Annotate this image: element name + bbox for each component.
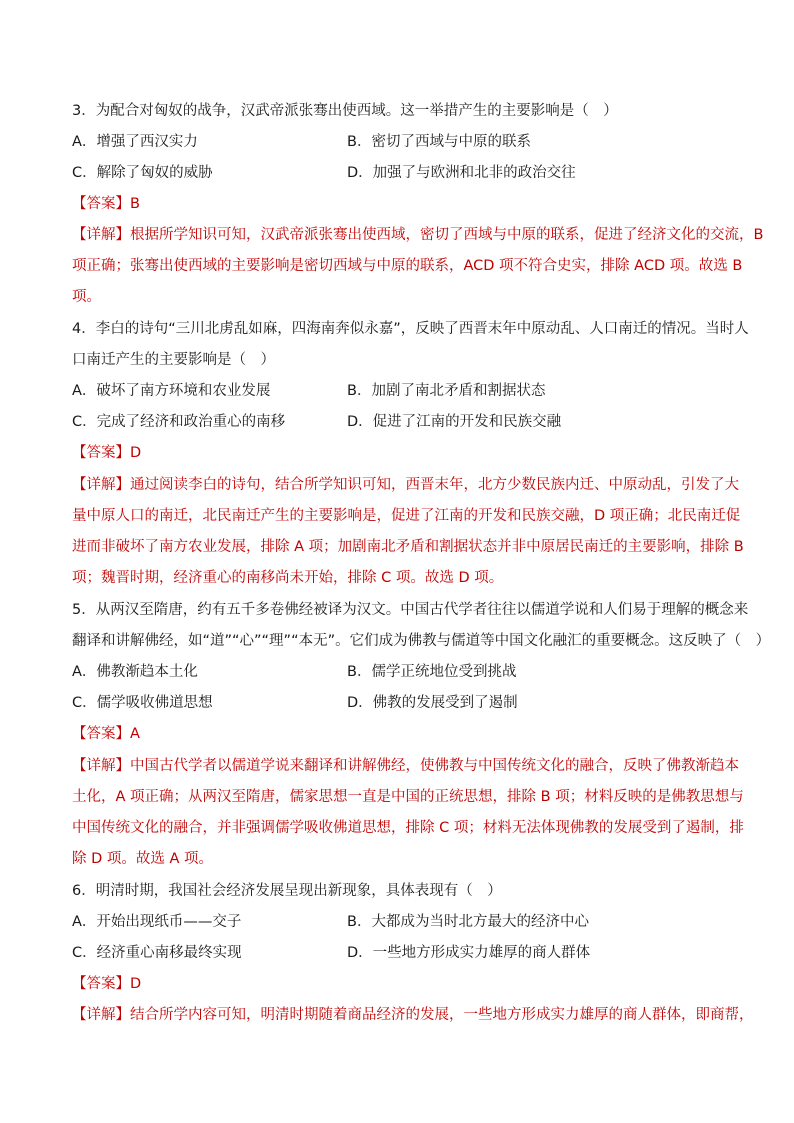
question-4-detail-line-1 <box>72 475 739 495</box>
answer-tag: 【答案】 <box>72 445 130 461</box>
question-4-stem-line-1: 4．李白的诗句“三川北虏乱如麻，四海南奔似永嘉”，反映了西晋末年中原动乱、人口南迁的情况。当时人 <box>72 321 749 337</box>
question-5-detail-line-1 <box>72 756 739 776</box>
question-4-option-c: C．完成了经济和政治重心的南移 <box>72 414 286 430</box>
question-4-detail-line-2: 量中原人口的南迁，北民南迁产生的主要影响是，促进了江南的开发和民族交融，D 项正确；北民南迁促 <box>72 508 741 524</box>
question-4-option-a: A．破坏了南方环境和农业发展 <box>72 383 271 399</box>
question-3-option-a: A．增强了西汉实力 <box>72 134 198 150</box>
question-5-detail-line-2: 土化，A 项正确；从两汉至隋唐，儒家思想一直是中国的正统思想，排除 B 项；材料反映的是佛教思想与 <box>72 789 744 805</box>
answer-tag: 【答案】 <box>72 196 130 212</box>
question-4-detail-line-3: 进而非破坏了南方农业发展，排除 A 项；加剧南北矛盾和割据状态并非中原居民南迁的主要影响，排除 B <box>72 539 744 555</box>
detail-tag: 【详解】 <box>72 758 130 774</box>
question-3-option-b: B．密切了西域与中原的联系 <box>347 134 531 150</box>
detail-text: 中国古代学者以儒道学说来翻译和讲解佛经，使佛教与中国传统文化的融合，反映了佛教渐趋本 <box>130 758 739 774</box>
question-3-option-d: D．加强了与欧洲和北非的政治交往 <box>347 165 576 181</box>
answer-value: D <box>130 976 142 992</box>
question-4-option-d: D．促进了江南的开发和民族交融 <box>347 414 562 430</box>
question-4-option-b: B．加剧了南北矛盾和割据状态 <box>347 383 546 399</box>
question-6-option-a: A．开始出现纸币——交子 <box>72 914 242 930</box>
question-5-stem-line-1: 5．从两汉至隋唐，约有五千多卷佛经被译为汉文。中国古代学者往往以儒道学说和人们易于理解的概念来 <box>72 602 749 618</box>
question-5-detail-line-4: 除 D 项。故选 A 项。 <box>72 851 214 867</box>
question-3-option-c: C．解除了匈奴的威胁 <box>72 165 213 181</box>
detail-text: 根据所学知识可知，汉武帝派张骞出使西域，密切了西域与中原的联系，促进了经济文化的交流，B <box>130 227 764 243</box>
question-6-answer <box>72 974 141 994</box>
question-5-answer <box>72 724 140 744</box>
answer-value: A <box>130 726 140 742</box>
question-6-option-c: C．经济重心南移最终实现 <box>72 945 242 961</box>
answer-tag: 【答案】 <box>72 976 130 992</box>
question-5-option-c: C．儒学吸收佛道思想 <box>72 695 213 711</box>
question-6-detail-line-1 <box>72 1005 754 1025</box>
detail-text: 通过阅读李白的诗句，结合所学知识可知，西晋末年，北方少数民族内迁、中原动乱，引发了大 <box>130 477 739 493</box>
answer-tag: 【答案】 <box>72 726 130 742</box>
detail-tag: 【详解】 <box>72 1007 130 1023</box>
question-6-stem: 6．明清时期，我国社会经济发展呈现出新现象，具体表现有（ ） <box>72 883 502 899</box>
question-3-detail-line-2: 项正确；张骞出使西域的主要影响是密切西域与中原的联系，ACD 项不符合史实，排除 ACD 项。故选 B <box>72 258 743 274</box>
question-6-option-d: D．一些地方形成实力雄厚的商人群体 <box>347 945 591 961</box>
detail-tag: 【详解】 <box>72 477 130 493</box>
question-3-detail-line-1 <box>72 225 763 245</box>
question-3-answer <box>72 194 140 214</box>
question-4-answer <box>72 443 141 463</box>
question-5-stem-line-2: 翻译和讲解佛经，如“道”“心”“理”“本无”。它们成为佛教与儒道等中国文化融汇的重要概念。这反映了（ ） <box>72 633 771 649</box>
question-4-detail-line-4: 项；魏晋时期，经济重心的南移尚未开始，排除 C 项。故选 D 项。 <box>72 570 504 586</box>
question-6-option-b: B．大都成为当时北方最大的经济中心 <box>347 914 589 930</box>
detail-tag: 【详解】 <box>72 227 130 243</box>
question-5-option-a: A．佛教渐趋本土化 <box>72 664 198 680</box>
answer-value: D <box>130 445 142 461</box>
question-5-detail-line-3: 中国传统文化的融合，并非强调儒学吸收佛道思想，排除 C 项；材料无法体现佛教的发展受到了遏制，排 <box>72 820 744 836</box>
detail-text: 结合所学内容可知，明清时期随着商品经济的发展，一些地方形成实力雄厚的商人群体，即商帮， <box>130 1007 754 1023</box>
answer-value: B <box>130 196 140 212</box>
question-5-option-d: D．佛教的发展受到了遏制 <box>347 695 518 711</box>
question-5-option-b: B．儒学正统地位受到挑战 <box>347 664 517 680</box>
question-4-stem-line-2: 口南迁产生的主要影响是（ ） <box>72 352 275 368</box>
question-3-stem: 3．为配合对匈奴的战争，汉武帝派张骞出使西域。这一举措产生的主要影响是（ ） <box>72 103 618 119</box>
question-3-detail-line-3: 项。 <box>72 289 101 305</box>
